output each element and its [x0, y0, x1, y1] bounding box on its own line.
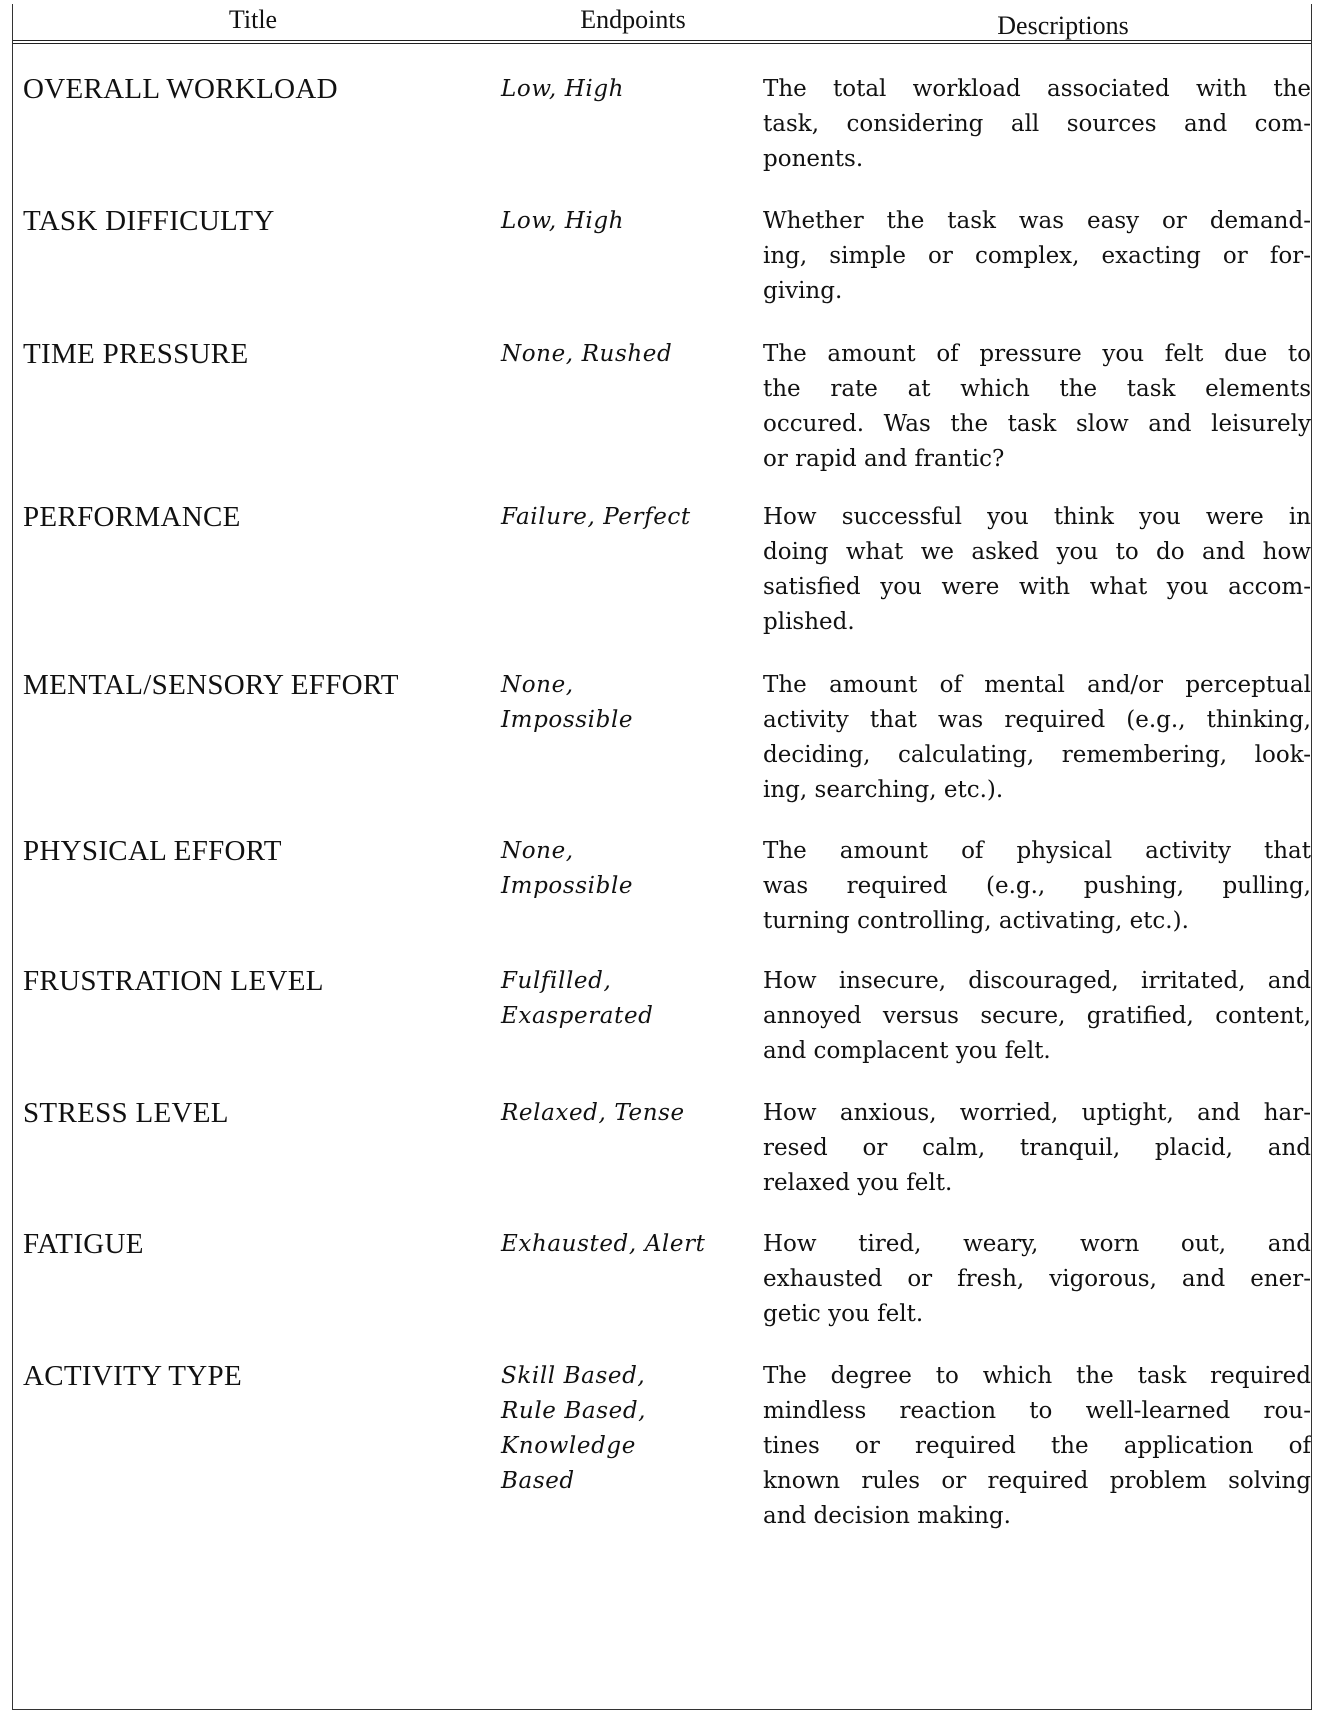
row-title: STRESS LEVEL	[23, 1097, 229, 1129]
description-line: How successful you think you were in	[763, 504, 1311, 530]
description-line: plished.	[763, 609, 855, 635]
description-line: the rate at which the task elements	[763, 376, 1311, 402]
description-line: ing, simple or complex, exacting or for-	[763, 243, 1311, 269]
description-line: The amount of pressure you felt due to	[763, 341, 1311, 367]
description-line: and complacent you felt.	[763, 1038, 1051, 1064]
endpoint-line: Based	[501, 1468, 575, 1494]
row-description	[763, 1096, 1311, 1201]
row-description	[763, 668, 1311, 808]
rating-scale-table	[12, 4, 1312, 1710]
header-title: Title	[228, 5, 278, 34]
description-line: known rules or required problem solving	[763, 1468, 1311, 1494]
endpoint-line: Relaxed, Tense	[501, 1100, 685, 1126]
row-title: ACTIVITY TYPE	[23, 1360, 242, 1392]
header-descriptions: Descriptions	[997, 11, 1129, 40]
row-endpoints	[501, 500, 741, 535]
description-line: The amount of physical activity that	[763, 838, 1311, 864]
row-title: PHYSICAL EFFORT	[23, 835, 282, 867]
row-endpoints	[501, 337, 741, 372]
row-description	[763, 72, 1311, 177]
row-endpoints	[501, 834, 741, 904]
row-description	[763, 964, 1311, 1069]
description-line: satisfied you were with what you accom-	[763, 574, 1311, 600]
description-line: ponents.	[763, 146, 864, 172]
description-line: annoyed versus secure, gratified, content,	[763, 1003, 1311, 1029]
description-line: occured. Was the task slow and leisurely	[763, 411, 1311, 437]
description-line: exhausted or fresh, vigorous, and ener-	[763, 1266, 1311, 1292]
description-line: How insecure, discouraged, irritated, and	[763, 968, 1311, 994]
description-line: Whether the task was easy or demand-	[763, 208, 1311, 234]
row-endpoints	[501, 72, 741, 107]
description-line: doing what we asked you to do and how	[763, 539, 1311, 565]
row-description	[763, 337, 1311, 477]
description-line: giving.	[763, 278, 843, 304]
endpoint-line: None,	[501, 838, 574, 864]
description-line: The amount of mental and/or perceptual	[763, 672, 1311, 698]
table-header	[13, 4, 1311, 44]
description-line: resed or calm, tranquil, placid, and	[763, 1135, 1311, 1161]
row-endpoints	[501, 1227, 741, 1262]
row-endpoints	[501, 668, 741, 738]
description-line: mindless reaction to well-learned rou-	[763, 1398, 1311, 1424]
row-title: TASK DIFFICULTY	[23, 205, 275, 237]
endpoint-line: Rule Based,	[501, 1398, 647, 1424]
row-description	[763, 1359, 1311, 1534]
endpoint-line: Impossible	[501, 707, 634, 733]
description-line: activity that was required (e.g., thinking,	[763, 707, 1311, 733]
endpoint-line: Low, High	[501, 208, 625, 234]
row-title: PERFORMANCE	[23, 501, 241, 533]
description-line: The degree to which the task required	[763, 1363, 1311, 1389]
row-endpoints	[501, 964, 741, 1034]
endpoint-line: Failure, Perfect	[501, 504, 691, 530]
row-title: TIME PRESSURE	[23, 338, 249, 370]
endpoint-line: Knowledge	[501, 1433, 636, 1459]
row-title: FRUSTRATION LEVEL	[23, 965, 324, 997]
header-endpoints: Endpoints	[580, 5, 686, 34]
endpoint-line: Exasperated	[501, 1003, 654, 1029]
endpoint-line: Skill Based,	[501, 1363, 646, 1389]
endpoint-line: Impossible	[501, 873, 634, 899]
description-line: getic you felt.	[763, 1301, 924, 1327]
row-endpoints	[501, 1359, 741, 1499]
row-title: FATIGUE	[23, 1228, 144, 1260]
row-description	[763, 500, 1311, 640]
description-line: turning controlling, activating, etc.).	[763, 908, 1189, 934]
description-line: task, considering all sources and com-	[763, 111, 1311, 137]
description-line: and decision making.	[763, 1503, 1011, 1529]
description-line: The total workload associated with the	[763, 76, 1311, 102]
row-endpoints	[501, 1096, 741, 1131]
row-endpoints	[501, 204, 741, 239]
row-title: OVERALL WORKLOAD	[23, 73, 338, 105]
endpoint-line: None,	[501, 672, 574, 698]
description-line: How anxious, worried, uptight, and har-	[763, 1100, 1311, 1126]
endpoint-line: None, Rushed	[501, 341, 673, 367]
endpoint-line: Low, High	[501, 76, 625, 102]
endpoint-line: Exhausted, Alert	[501, 1231, 706, 1257]
description-line: How tired, weary, worn out, and	[763, 1231, 1311, 1257]
row-description	[763, 834, 1311, 939]
description-line: or rapid and frantic?	[763, 446, 1005, 472]
description-line: ing, searching, etc.).	[763, 777, 1004, 803]
row-title: MENTAL/SENSORY EFFORT	[23, 669, 399, 701]
endpoint-line: Fulfilled,	[501, 968, 612, 994]
row-description	[763, 1227, 1311, 1332]
description-line: tines or required the application of	[763, 1433, 1311, 1459]
row-description	[763, 204, 1311, 309]
description-line: was required (e.g., pushing, pulling,	[763, 873, 1311, 899]
description-line: relaxed you felt.	[763, 1170, 953, 1196]
description-line: deciding, calculating, remembering, look-	[763, 742, 1311, 768]
